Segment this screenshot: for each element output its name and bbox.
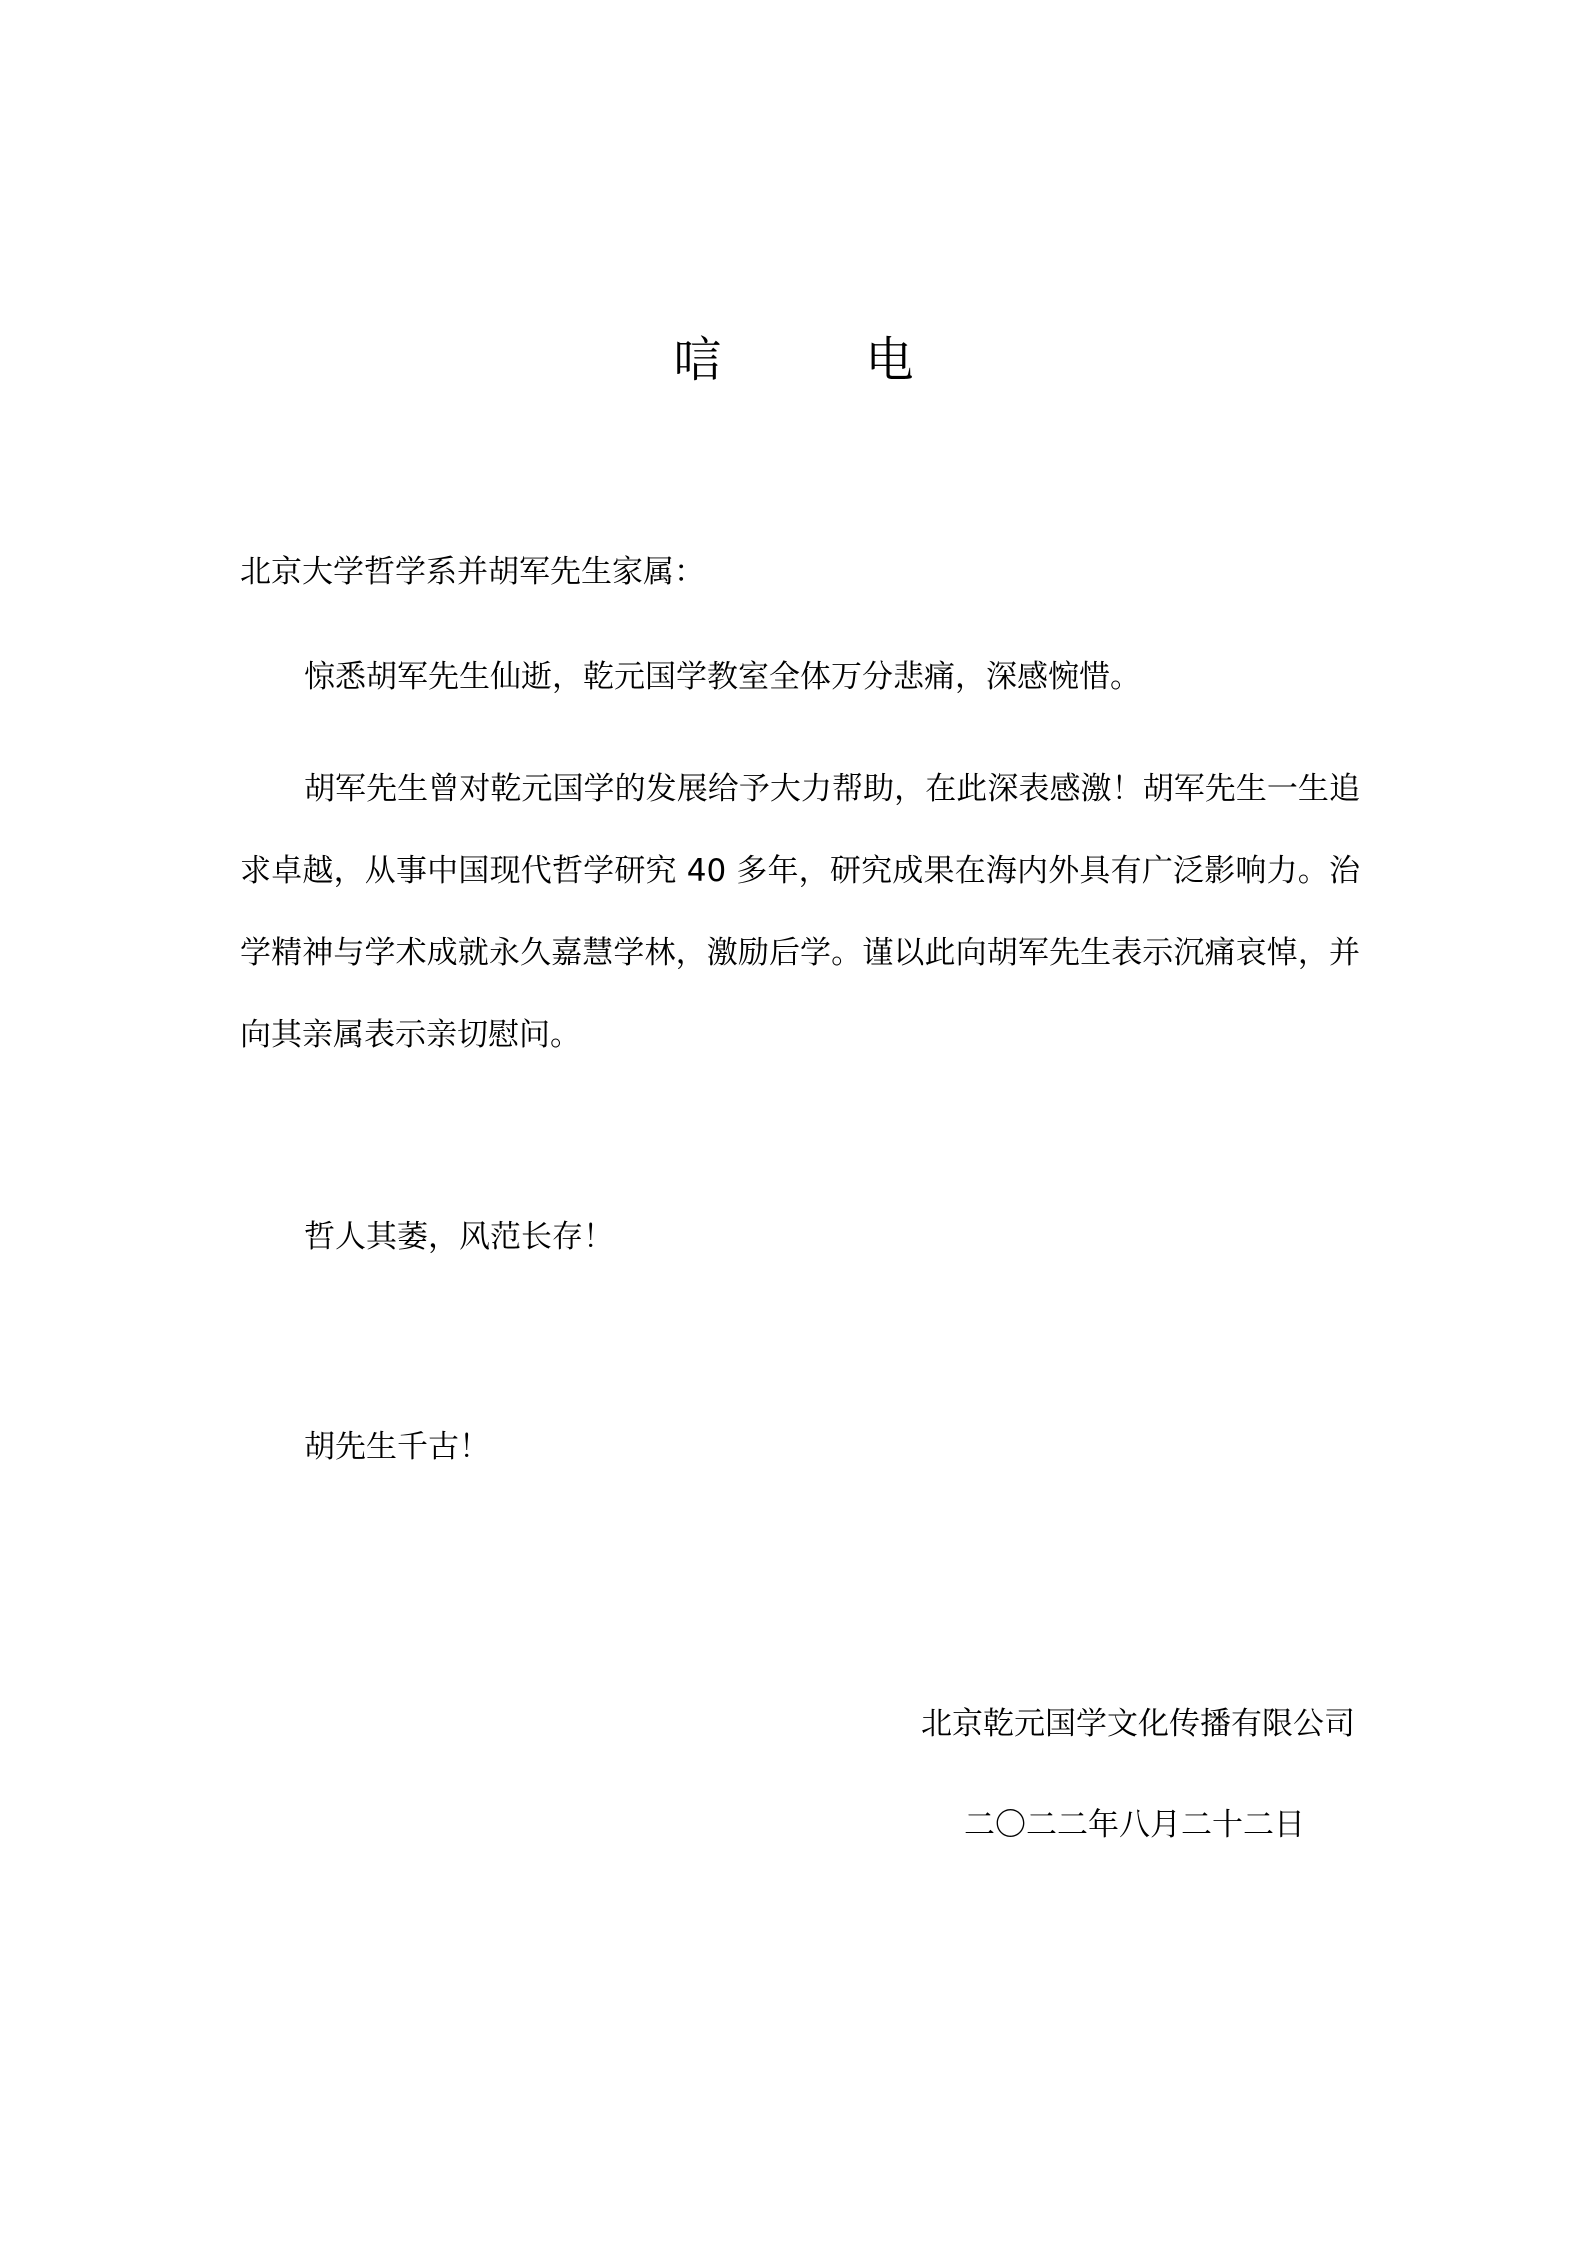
paragraph-condolence: 惊悉胡军先生仙逝，乾元国学教室全体万分悲痛，深感惋惜。	[304, 659, 1141, 695]
letter-date: 二〇二二年八月二十二日	[964, 1807, 1305, 1843]
slogan-line: 哲人其萎，风范长存！	[304, 1219, 614, 1255]
sender-name: 北京乾元国学文化传播有限公司	[921, 1706, 1355, 1742]
paragraph-tribute: 胡军先生曾对乾元国学的发展给予大力帮助，在此深表感激！胡军先生一生追求卓越，从事中国现代哲学研究 40 多年，研究成果在海内外具有广泛影响力。治学精神与学术成就永久嘉慧学林，激励后学。谨以此向胡军先生表示沉痛哀悼，并向其亲属表示亲切慰问。	[240, 771, 1360, 1053]
letter-title: 唁 电	[673, 332, 962, 388]
salutation: 北京大学哲学系并胡军先生家属：	[240, 554, 705, 590]
slogan-line: 胡先生千古！	[304, 1429, 490, 1465]
